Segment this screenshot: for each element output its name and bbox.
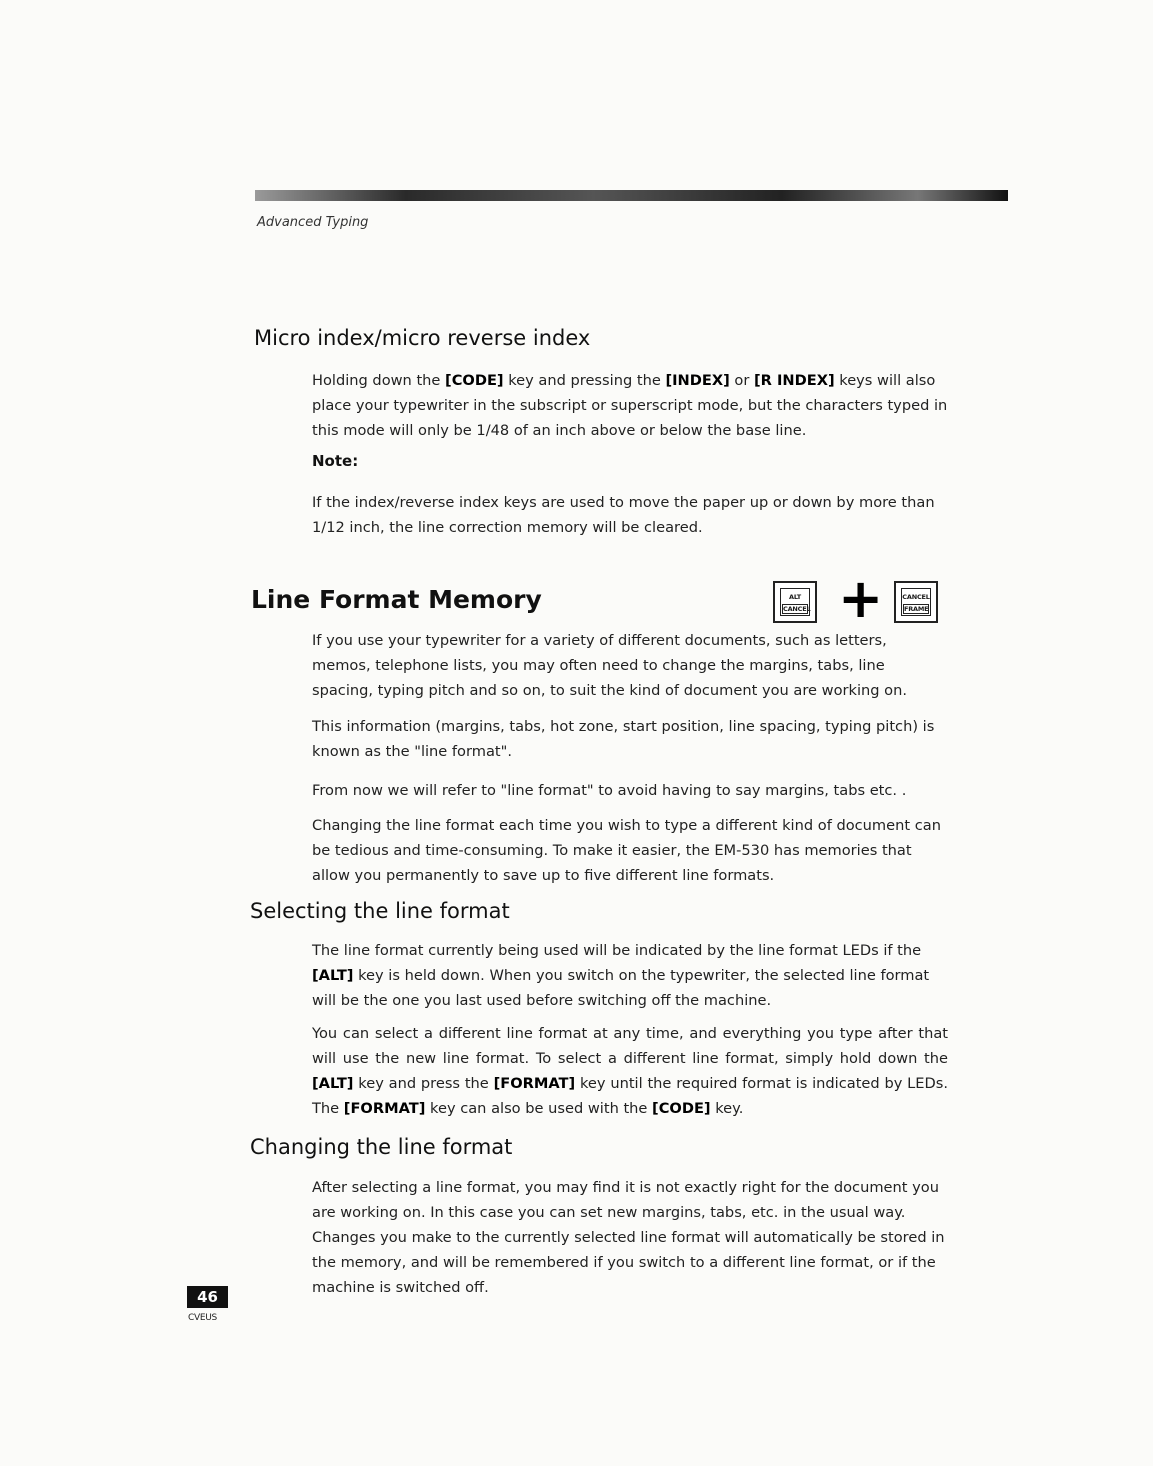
key-r-index: [R INDEX] — [753, 372, 835, 389]
text-run: or — [729, 372, 754, 389]
text-run: key is held down. When you switch on the typewriter, the selected line format will be the one you last used before switching off the machine. — [312, 967, 930, 1009]
header-rule — [255, 190, 1008, 201]
key-label: CANCEL — [783, 605, 811, 613]
paragraph-line-format-3: From now we will refer to "line format" to avoid having to say margins, tabs etc. . — [312, 782, 907, 799]
key-code: [CODE] — [652, 1100, 711, 1117]
text-run: key can also be used with the — [425, 1100, 653, 1117]
heading-micro-index: Micro index/micro reverse index — [254, 326, 591, 350]
key-label: ALT — [789, 593, 801, 601]
plus-icon: + — [838, 567, 884, 630]
key-code: [CODE] — [445, 372, 504, 389]
heading-line-format-memory: Line Format Memory — [251, 585, 542, 614]
paragraph-selecting-1 — [312, 938, 948, 1013]
key-label: CANCEL — [902, 593, 930, 601]
key-format: [FORMAT] — [493, 1075, 576, 1092]
paragraph-line-format-4: Changing the line format each time you wish to type a different kind of document can be tedious and time-consuming. To make it easier, the EM-530 has memories that allow you permanently to save up to five different line formats. — [312, 817, 941, 884]
paragraph-micro-index — [312, 368, 952, 443]
text-run: Holding down the — [312, 372, 446, 389]
key-format: [FORMAT] — [343, 1100, 426, 1117]
text-run: keys will also place your typewriter in the subscript or superscript mode, but the characters typed in this mode will only be 1/48 of an inch above or below the base line. — [312, 372, 948, 439]
text-run: key. — [710, 1100, 744, 1117]
text-run: key and press the — [353, 1075, 494, 1092]
page-code: CVEUS — [188, 1313, 217, 1323]
cancel-frame-key-icon — [894, 581, 938, 623]
text-run: You can select a different line format at any time, and everything you type after that will use the new line format. To select a different line format, simply hold down the — [312, 1025, 948, 1067]
running-head: Advanced Typing — [257, 215, 369, 230]
paragraph-line-format-1: If you use your typewriter for a variety of different documents, such as letters, memos, telephone lists, you may often need to change the margins, tabs, line spacing, typing pitch and so on, to suit the kind of document you are working on. — [312, 632, 907, 699]
page-number: 46 — [187, 1286, 228, 1308]
text-run: key and pressing the — [503, 372, 666, 389]
text-run: key until the required format is indicated by LEDs. The — [312, 1075, 948, 1117]
text-run: The line format currently being used will be indicated by the line format LEDs if the — [312, 942, 922, 959]
heading-changing-line-format: Changing the line format — [250, 1135, 513, 1159]
key-index: [INDEX] — [665, 372, 730, 389]
key-alt: [ALT] — [312, 967, 354, 984]
key-alt: [ALT] — [312, 1075, 354, 1092]
paragraph-selecting-2 — [312, 1021, 948, 1121]
key-label: FRAME — [904, 605, 929, 613]
note-label: Note: — [312, 452, 359, 470]
paragraph-changing-1: After selecting a line format, you may find it is not exactly right for the document you are working on. In this case you can set new margins, tabs, etc. in the usual way. Changes you make to the currently selected line format will automatically be stored in the memory, and will be remembered if you switch to a different line format, or if the machine is switched off. — [312, 1179, 945, 1296]
note-text: If the index/reverse index keys are used to move the paper up or down by more than 1/12 inch, the line correction memory will be cleared. — [312, 494, 935, 536]
alt-cancel-key-icon — [773, 581, 817, 623]
paragraph-line-format-2: This information (margins, tabs, hot zone, start position, line spacing, typing pitch) is known as the "line format". — [312, 718, 935, 760]
heading-selecting-line-format: Selecting the line format — [250, 899, 510, 923]
